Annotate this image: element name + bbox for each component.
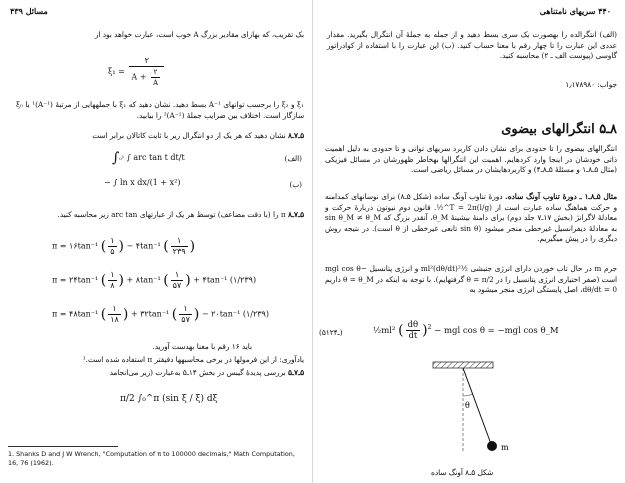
pi-eq2-frac-b (171, 270, 184, 291)
problem-text-pi: π را (با دقت مضاعف) توسط هر یک از عبارتهای arc tan زیر محاسبه کنید. (57, 210, 286, 219)
equation-xi1-denominator (129, 67, 164, 88)
energy-equation (373, 320, 559, 341)
pi-eq1-frac-b (171, 236, 188, 257)
pi-eq2-lhs: π = ۲۴tan⁻¹ (52, 275, 99, 285)
paren-open: ( (100, 272, 107, 289)
pi-eq3-mid: + ۳۲tan⁻¹ (130, 309, 170, 319)
problem-text-gibbs: بررسی پدیدهٔ گیبس در بخش ۱۴ـ۵ به‌عبارت (زیر می‌انجامد (109, 368, 286, 377)
problem-number-pi: ۵ـ۷ـ۸ (287, 210, 304, 219)
energy-eq-rest: − mgl cos θ = −mgl cos θ_M (434, 326, 559, 336)
equation-xi1-den-a: A + (131, 72, 147, 82)
left-paragraph-1: بک تقریب، که بهازای مقادیر بزرگ A خوب است، عبارت خواهد بود از (94, 30, 304, 39)
right-paragraph-4: جرم m در حال تاب خوردن دارای انرژی جنبشی ½ml²(dθ/dt)² و انرژی پتانسیل −mgl cos θ است (صفر اختیاری انرژی پتانسیل را در θ = π/2 گرفتهایم). با توجه به اینکه در θ = θ_M داریم dθ/dt = 0، اصل پایستگی انرژی منجر میشود به (325, 264, 618, 295)
left-paragraph-3 (14, 131, 304, 142)
left-paragraph-6: یادآوری: از این فرمولها در برخی محاسبهها دقیقتر π استفاده شده است.¹ (82, 355, 304, 364)
integral-a-limits: ₀¹ (119, 155, 125, 162)
figure-caption: شکل ۵ـ۸ آونگ ساده (431, 468, 494, 477)
right-header-page-number: ۴۴۰ (598, 6, 611, 16)
paren-open: ( (398, 322, 404, 339)
right-page (313, 0, 625, 483)
right-header-title: سریهای نامتناهی (539, 6, 596, 16)
paren-open: ( (163, 238, 169, 255)
right-header (540, 6, 611, 16)
pi-eq3-a-num: ۱ (108, 304, 121, 315)
pi-eq3-b-den: ۵۷ (181, 315, 190, 324)
paren-open: ( (100, 306, 107, 323)
left-paragraph-4 (14, 210, 304, 221)
pi-eq2-b-den: ۵۷ (172, 281, 182, 290)
problem-text-catalan: نشان دهید که هر یک از دو انتگرال زیر با ثابت کاتالان برابر است (92, 131, 286, 140)
pi-eq2-tail: + ۴tan⁻¹ (۱/۲۳۹) (193, 275, 257, 285)
pi-eq3-a-den: ۱۸ (110, 315, 119, 324)
integral-b-expression: − ∫ ln x dx/(1 + x²) (104, 178, 181, 187)
right-paragraph-3 (325, 192, 617, 245)
integral-a-expression: ∫ arc tan t dt/t (126, 153, 185, 162)
equation-xi1 (108, 56, 166, 88)
pi-eq3-b-num: ۱ (179, 304, 192, 315)
example-text: دورهٔ تناوب آونگ ساده (شکل ۵ـ۸) برای نوسانهای کمدامنه و حرکت هماهنگ ساده عبارت است از T = 2π(l/g)^½. قانون دوم نیوتون دربارهٔ حرکت و معادلهٔ لاگرانژ (بخش ۱۷ـ۷ جلد دوم) برای دامنهٔ بیشینهٔ θ_M، آنقدر بزرگ که sin θ_M ≠ θ_M به معادلهٔ دیفرانسیل غیرخطی منجر میشود (sin θ تابعی غیرخطی از θ است). در نتیجه روش دیگری را در پیش میگیریم. (325, 192, 618, 244)
equation-xi1-numerator: ۲ (129, 56, 164, 67)
energy-eq-square: 2 (427, 324, 432, 332)
paren-open: ( (100, 238, 107, 255)
pendulum-angle-arc (463, 394, 473, 396)
pi-eq2-frac-a (108, 270, 116, 291)
pendulum-bob (487, 441, 497, 451)
footnote-rule (8, 446, 118, 447)
integral-a (112, 150, 185, 166)
paren-open: ( (171, 306, 178, 323)
integral-b-label: (ب) (289, 180, 302, 189)
pi-eq3-frac-b (179, 304, 192, 325)
equation-xi1-inner-den: A (152, 79, 159, 87)
integral-a-sign: ∫ (112, 150, 120, 166)
energy-eq-frac (406, 320, 421, 341)
pendulum-mass-label: m (501, 443, 509, 452)
left-paragraph-5: باید ۱۶ رقم با معنا بهدست آورید. (152, 342, 252, 351)
left-paragraph-7 (14, 368, 304, 379)
pi-equation-2 (52, 270, 256, 291)
energy-eq-frac-num: dθ (407, 320, 419, 330)
problem-number-gibbs: ۵ـ۷ـ۵ (287, 368, 304, 377)
paren-close: ) (122, 306, 129, 323)
pi-eq3-frac-a (108, 304, 121, 325)
pi-eq3-tail: − ۲۰tan⁻¹ (۱/۲۳۹) (201, 309, 269, 319)
integral-a-label: (الف) (284, 154, 302, 163)
paren-close: ) (118, 238, 124, 255)
right-paragraph-2: انتگرالهای بیضوی را تا حدودی برای نشان دادن کاربرد سریهای توانی و تا حدودی به دلیل اهمیت ذاتی خودشان در اینجا وارد کردهایم. اهمیت این انتگرالها بهخاطر ظهورشان در مسائل فیزیکی (مثال ۵ـ۸ـ۱ و مسئلهٔ ۵ـ۸ـ۴) و کاربردهایشان در مسائل ریاضی است. (325, 144, 617, 175)
paren-close: ) (118, 272, 124, 289)
pi-eq2-a-den: ۸ (110, 281, 115, 290)
equation-xi1-inner-fraction (151, 67, 160, 88)
paren-open: ( (163, 272, 169, 289)
pi-eq2-a-num: ۱ (110, 270, 115, 279)
pendulum-figure (413, 356, 533, 466)
pi-eq1-mid: − ۴tan⁻¹ (126, 241, 161, 251)
left-header (10, 6, 48, 16)
paren-close: ) (185, 272, 191, 289)
pi-equation-1 (52, 236, 195, 257)
paren-close: ) (193, 306, 200, 323)
pi-eq3-lhs: π = ۴۸tan⁻¹ (52, 309, 99, 319)
paren-close: ) (422, 322, 428, 339)
pi-eq1-a-num: ۱ (110, 236, 115, 245)
right-paragraph-1: (الف) انتگرالده را بهصورت یک سری بسط دهید و از جمله به جملهٔ آن انتگرال بگیرید. مقدار عددی این عبارت را تا چهار رقم با معنا حساب کنید. (ب) این عبارت را با استفاده از کوادراتور گاوسی (پیوست الف ـ ۲) محاسبه کنید. (327, 30, 617, 61)
footnote: 1. Shanks D and J W Wrench, "Computation of π to 100000 decimals," Math Computation, 16, 76 (1962). (8, 450, 295, 467)
pi-eq1-frac-a (108, 236, 116, 257)
answer-line: جواب: ۱٫۱۷۸۹۸۰ (565, 80, 617, 89)
problem-number-catalan: ۵ـ۷ـ۸ (287, 131, 304, 140)
integral-b (104, 178, 180, 187)
paren-close: ) (189, 238, 196, 255)
gibbs-integral: π/2 ∫₀^π (sin ξ / ξ) dξ (120, 394, 218, 404)
equation-xi1-inner-num: ۲ (151, 67, 160, 78)
pi-eq1-b-den: ۲۳۹ (172, 247, 186, 256)
pi-equation-3 (52, 304, 269, 325)
left-header-page-number: ۴۳۹ (10, 6, 23, 16)
pi-eq1-lhs: π = ۱۶tan⁻¹ (52, 241, 99, 251)
energy-equation-number: (۵ـ۱۲۴) (319, 328, 343, 337)
pi-eq1-b-num: ۱ (171, 236, 188, 247)
example-lead: مثال ۵ـ۸ـ۱ ـ دورهٔ تناوب آونگ ساده. (505, 192, 618, 201)
pendulum-theta-label: θ (465, 401, 470, 410)
pi-eq1-a-den: ۵ (110, 247, 115, 256)
pi-eq2-b-num: ۱ (171, 270, 184, 281)
energy-eq-frac-den: dt (408, 331, 418, 341)
equation-xi1-lhs: ξ₁ = (108, 67, 125, 76)
pi-eq2-mid: + ۸tan⁻¹ (126, 275, 161, 285)
left-header-title: مسائل (25, 6, 48, 16)
left-paragraph-2: ξ₁ و ξ₂ را برحسب توانهای A⁻¹ بسط دهید. نشان دهید که ξ₁ با جملههایی از مرتبهٔ (A⁻¹)¹ با ξ₀ سازگار است. اختلاف بین ضرایب جملهٔ (A⁻¹)² را بیابید. (16, 100, 304, 120)
section-title: ۸ـ۵ انتگرالهای بیضوی (501, 122, 617, 137)
pendulum-support (433, 362, 493, 368)
equation-xi1-fraction (129, 56, 164, 88)
energy-eq-coef: ½ml² (373, 326, 396, 336)
